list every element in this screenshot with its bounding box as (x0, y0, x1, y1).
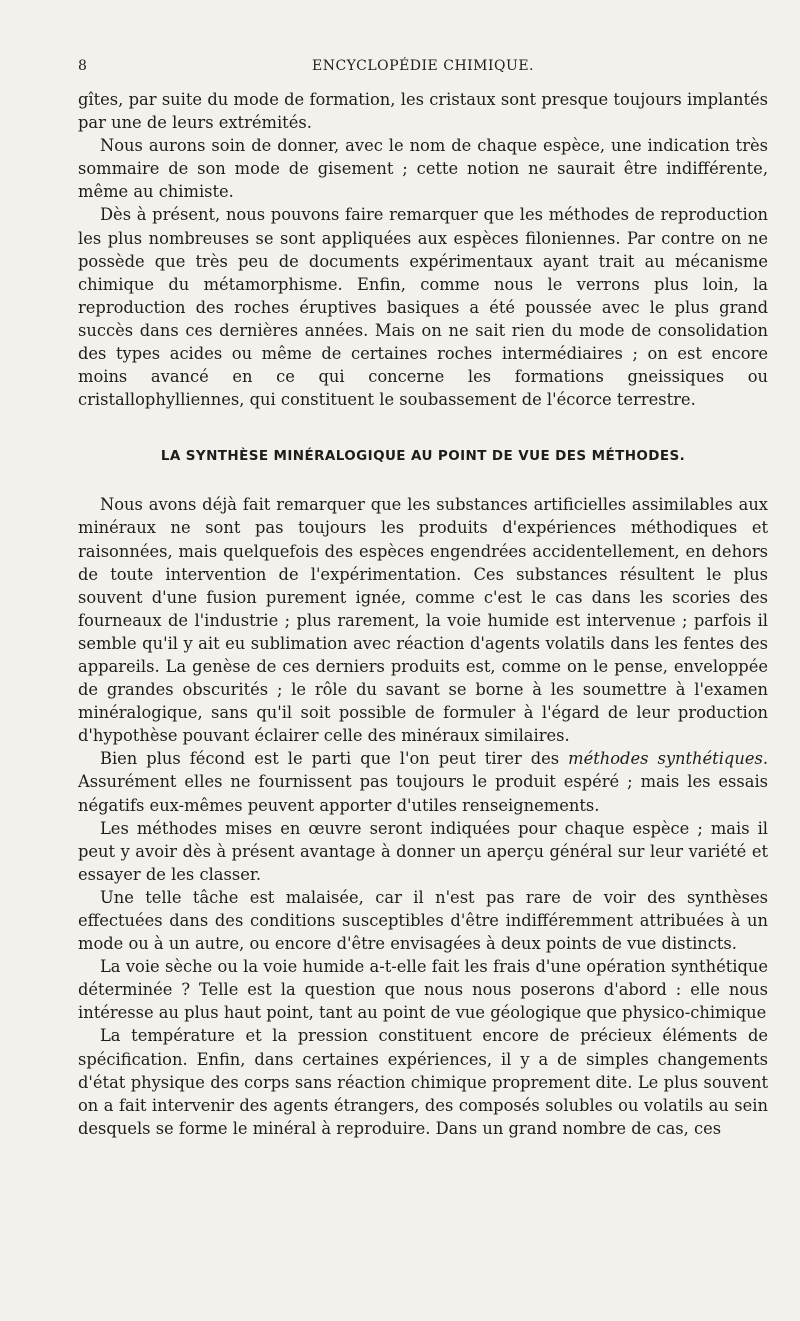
paragraph: Les méthodes mises en œuvre seront indiquées pour chaque espèce ; mais il peut y avoir dès à présent avantage à donner un aperçu général sur leur variété et essayer de les classer. (78, 818, 768, 884)
paragraph (78, 747, 768, 816)
paragraph: Une telle tâche est malaisée, car il n'est pas rare de voir des synthèses effectuées dans des conditions susceptibles d'être indifféremment attribuées à un mode ou à un autre, ou encore d'être envisagées à deux points de vue distincts. (78, 887, 768, 954)
italic-term: méthodes synthétiques (568, 749, 763, 769)
section-intro (78, 88, 768, 411)
section-heading: LA SYNTHÈSE MINÉRALOGIQUE AU POINT DE VUE DES MÉTHODES. (160, 448, 686, 465)
section-synthese-methodes (78, 448, 768, 1140)
paragraph: Dès à présent, nous pouvons faire remarquer que les méthodes de reproduction les plus nombreuses se sont appliquées aux espèces filoniennes. Par contre on ne possède que très peu de documents expérimentaux ayant trait au mécanisme chimique du métamorphisme. Enfin, comme nous le verrons plus loin, la reproduction des roches éruptives basiques a été poussée avec le plus grand succès dans ces dernières années. Mais on ne sait rien du mode de consolidation des types acides ou même de certaines roches intermédiaires ; on est encore moins avancé en ce qui concerne les formations gneissiques ou cristallophylliennes, qui constituent le soubassement de l'écorce terrestre. (78, 205, 768, 410)
paragraph-continued: gîtes, par suite du mode de formation, les cristaux sont presque toujours implantés par une de leurs extrémités. (78, 90, 768, 133)
paragraph-text: Bien plus fécond est le parti que l'on peut tirer des (100, 749, 569, 769)
page-header (78, 58, 768, 82)
paragraph: La voie sèche ou la voie humide a-t-elle fait les frais d'une opération synthétique déterminée ? Telle est la question que nous nous poserons d'abord : elle nous intéresse au plus haut point, tant au point de vue géologique que physico-chimique (78, 957, 768, 1023)
paragraph-text: . Assurément elles ne fournissent pas toujours le produit espéré ; mais les essais négatifs eux-mêmes peuvent apporter d'utiles renseignements. (78, 749, 769, 815)
paragraph: Nous avons déjà fait remarquer que les substances artificielles assimilables aux minéraux ne sont pas toujours les produits d'expériences méthodiques et raisonnées, mais quelquefois des espèces engendrées accidentellement, en dehors de toute intervention de l'expérimentation. Ces substances résultent le plus souvent d'une fusion purement ignée, comme c'est le cas dans les scories des fourneaux de l'industrie ; plus rarement, la voie humide est intervenue ; parfois il semble qu'il y ait eu sublimation avec réaction d'agents volatils dans les fentes des appareils. La genèse de ces derniers produits est, comme on le pense, enveloppée de grandes obscurités ; le rôle du savant se borne à les soumettre à l'examen minéralogique, sans qu'il soit possible de formuler à l'égard de leur production d'hypothèse pouvant éclairer celle des minéraux similaires. (78, 495, 768, 746)
paragraph: Nous aurons soin de donner, avec le nom de chaque espèce, une indication très sommaire de son mode de gisement ; cette notion ne saurait être indifférente, même au chimiste. (78, 136, 768, 202)
page-number: 8 (78, 58, 88, 74)
running-head: ENCYCLOPÉDIE CHIMIQUE. (312, 58, 534, 74)
paragraph: La température et la pression constituent encore de précieux éléments de spécification. Enfin, dans certaines expériences, il y a de simples changements d'état physique des corps sans réaction chimique proprement dite. Le plus souvent on a fait intervenir des agents étrangers, des composés solubles ou volatils au sein desquels se forme le minéral à reproduire. Dans un grand nombre de cas, ces (78, 1026, 768, 1138)
